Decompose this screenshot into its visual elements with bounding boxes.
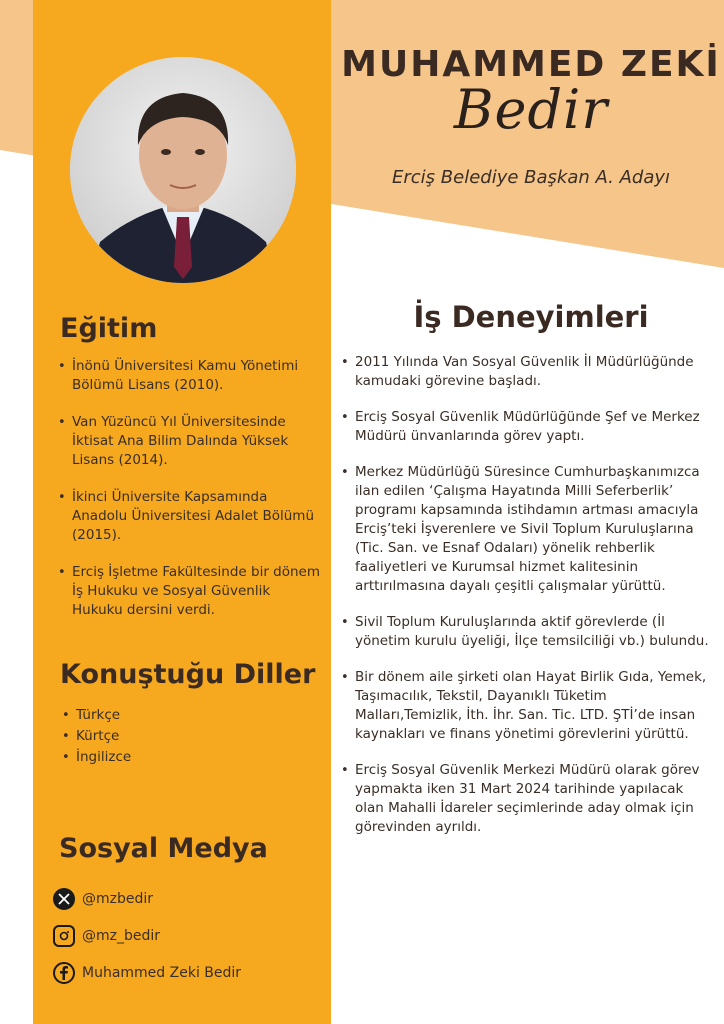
education-item: • Erciş İşletme Fakültesinde bir dönem İş Hukuku ve Sosyal Güvenlik Hukuku dersini verdi. bbox=[58, 563, 320, 620]
social-x-row[interactable] bbox=[53, 887, 153, 911]
language-item: • Türkçe bbox=[62, 706, 282, 725]
facebook-icon bbox=[53, 962, 75, 984]
candidate-surname-script: Bedir bbox=[453, 78, 609, 141]
instagram-icon bbox=[53, 925, 75, 947]
portrait-illustration bbox=[70, 57, 296, 283]
experience-list bbox=[341, 353, 713, 854]
experience-item: • Merkez Müdürlüğü Süresince Cumhurbaşkanımızca ilan edilen ‘Çalışma Hayatında Milli Seferberlik’ programı kapsamında istihdamın artması amacıyla Erciş’teki İşverenlere ve Sivil Toplum Kuruluşlarına (Tic. San. ve Esnaf Odaları) yönelik rehberlik faaliyetleri ve Kurumsal hizmet kalitesinin arttırılmasına dayalı çeşitli çalışmalar yürüttü. bbox=[341, 463, 713, 596]
education-item: • Van Yüzüncü Yıl Üniversitesinde İktisat Ana Bilim Dalında Yüksek Lisans (2014). bbox=[58, 413, 320, 470]
experience-item: • Erciş Sosyal Güvenlik Müdürlüğünde Şef ve Merkez Müdürü ünvanlarında görev yaptı. bbox=[341, 408, 713, 446]
candidate-subtitle: Erciş Belediye Başkan A. Adayı bbox=[392, 167, 670, 188]
languages-heading: Konuştuğu Diller bbox=[60, 659, 316, 690]
portrait-photo bbox=[70, 57, 296, 283]
education-list bbox=[58, 357, 320, 638]
social-heading: Sosyal Medya bbox=[59, 833, 268, 864]
x-icon bbox=[53, 888, 75, 910]
experience-item: • Erciş Sosyal Güvenlik Merkezi Müdürü olarak görev yapmakta iken 31 Mart 2024 tarihinde yapılacak olan Mahalli İdareler seçimlerinde aday olmak için görevinden ayrıldı. bbox=[341, 761, 713, 837]
language-item: • Kürtçe bbox=[62, 727, 282, 746]
experience-item: • 2011 Yılında Van Sosyal Güvenlik İl Müdürlüğünde kamudaki görevine başladı. bbox=[341, 353, 713, 391]
experience-item: • Sivil Toplum Kuruluşlarında aktif görevlerde (İl yönetim kurulu üyeliği, İlçe temsilciliği vb.) bulundu. bbox=[341, 613, 713, 651]
x-handle[interactable]: @mzbedir bbox=[82, 891, 154, 907]
language-item: • İngilizce bbox=[62, 748, 282, 767]
experience-heading: İş Deneyimleri bbox=[413, 300, 649, 334]
experience-item: • Bir dönem aile şirketi olan Hayat Birlik Gıda, Yemek, Taşımacılık, Tekstil, Dayanıklı Tüketim Malları,Temizlik, İth. İhr. San. Tic. LTD. ŞTİ’de insan kaynakları ve finans yönetimi görevlerini yürüttü. bbox=[341, 668, 713, 744]
languages-list bbox=[62, 706, 282, 769]
education-item: • İkinci Üniversite Kapsamında Anadolu Üniversitesi Adalet Bölümü (2015). bbox=[58, 488, 320, 545]
education-heading: Eğitim bbox=[60, 313, 158, 344]
social-facebook-row[interactable] bbox=[53, 961, 241, 985]
social-instagram-row[interactable] bbox=[53, 924, 160, 948]
facebook-name[interactable]: Muhammed Zeki Bedir bbox=[82, 965, 242, 981]
education-item: • İnönü Üniversitesi Kamu Yönetimi Bölümü Lisans (2010). bbox=[58, 357, 320, 395]
candidate-name: MUHAMMED ZEKİ bbox=[341, 44, 721, 85]
instagram-handle[interactable]: @mz_bedir bbox=[82, 928, 161, 944]
